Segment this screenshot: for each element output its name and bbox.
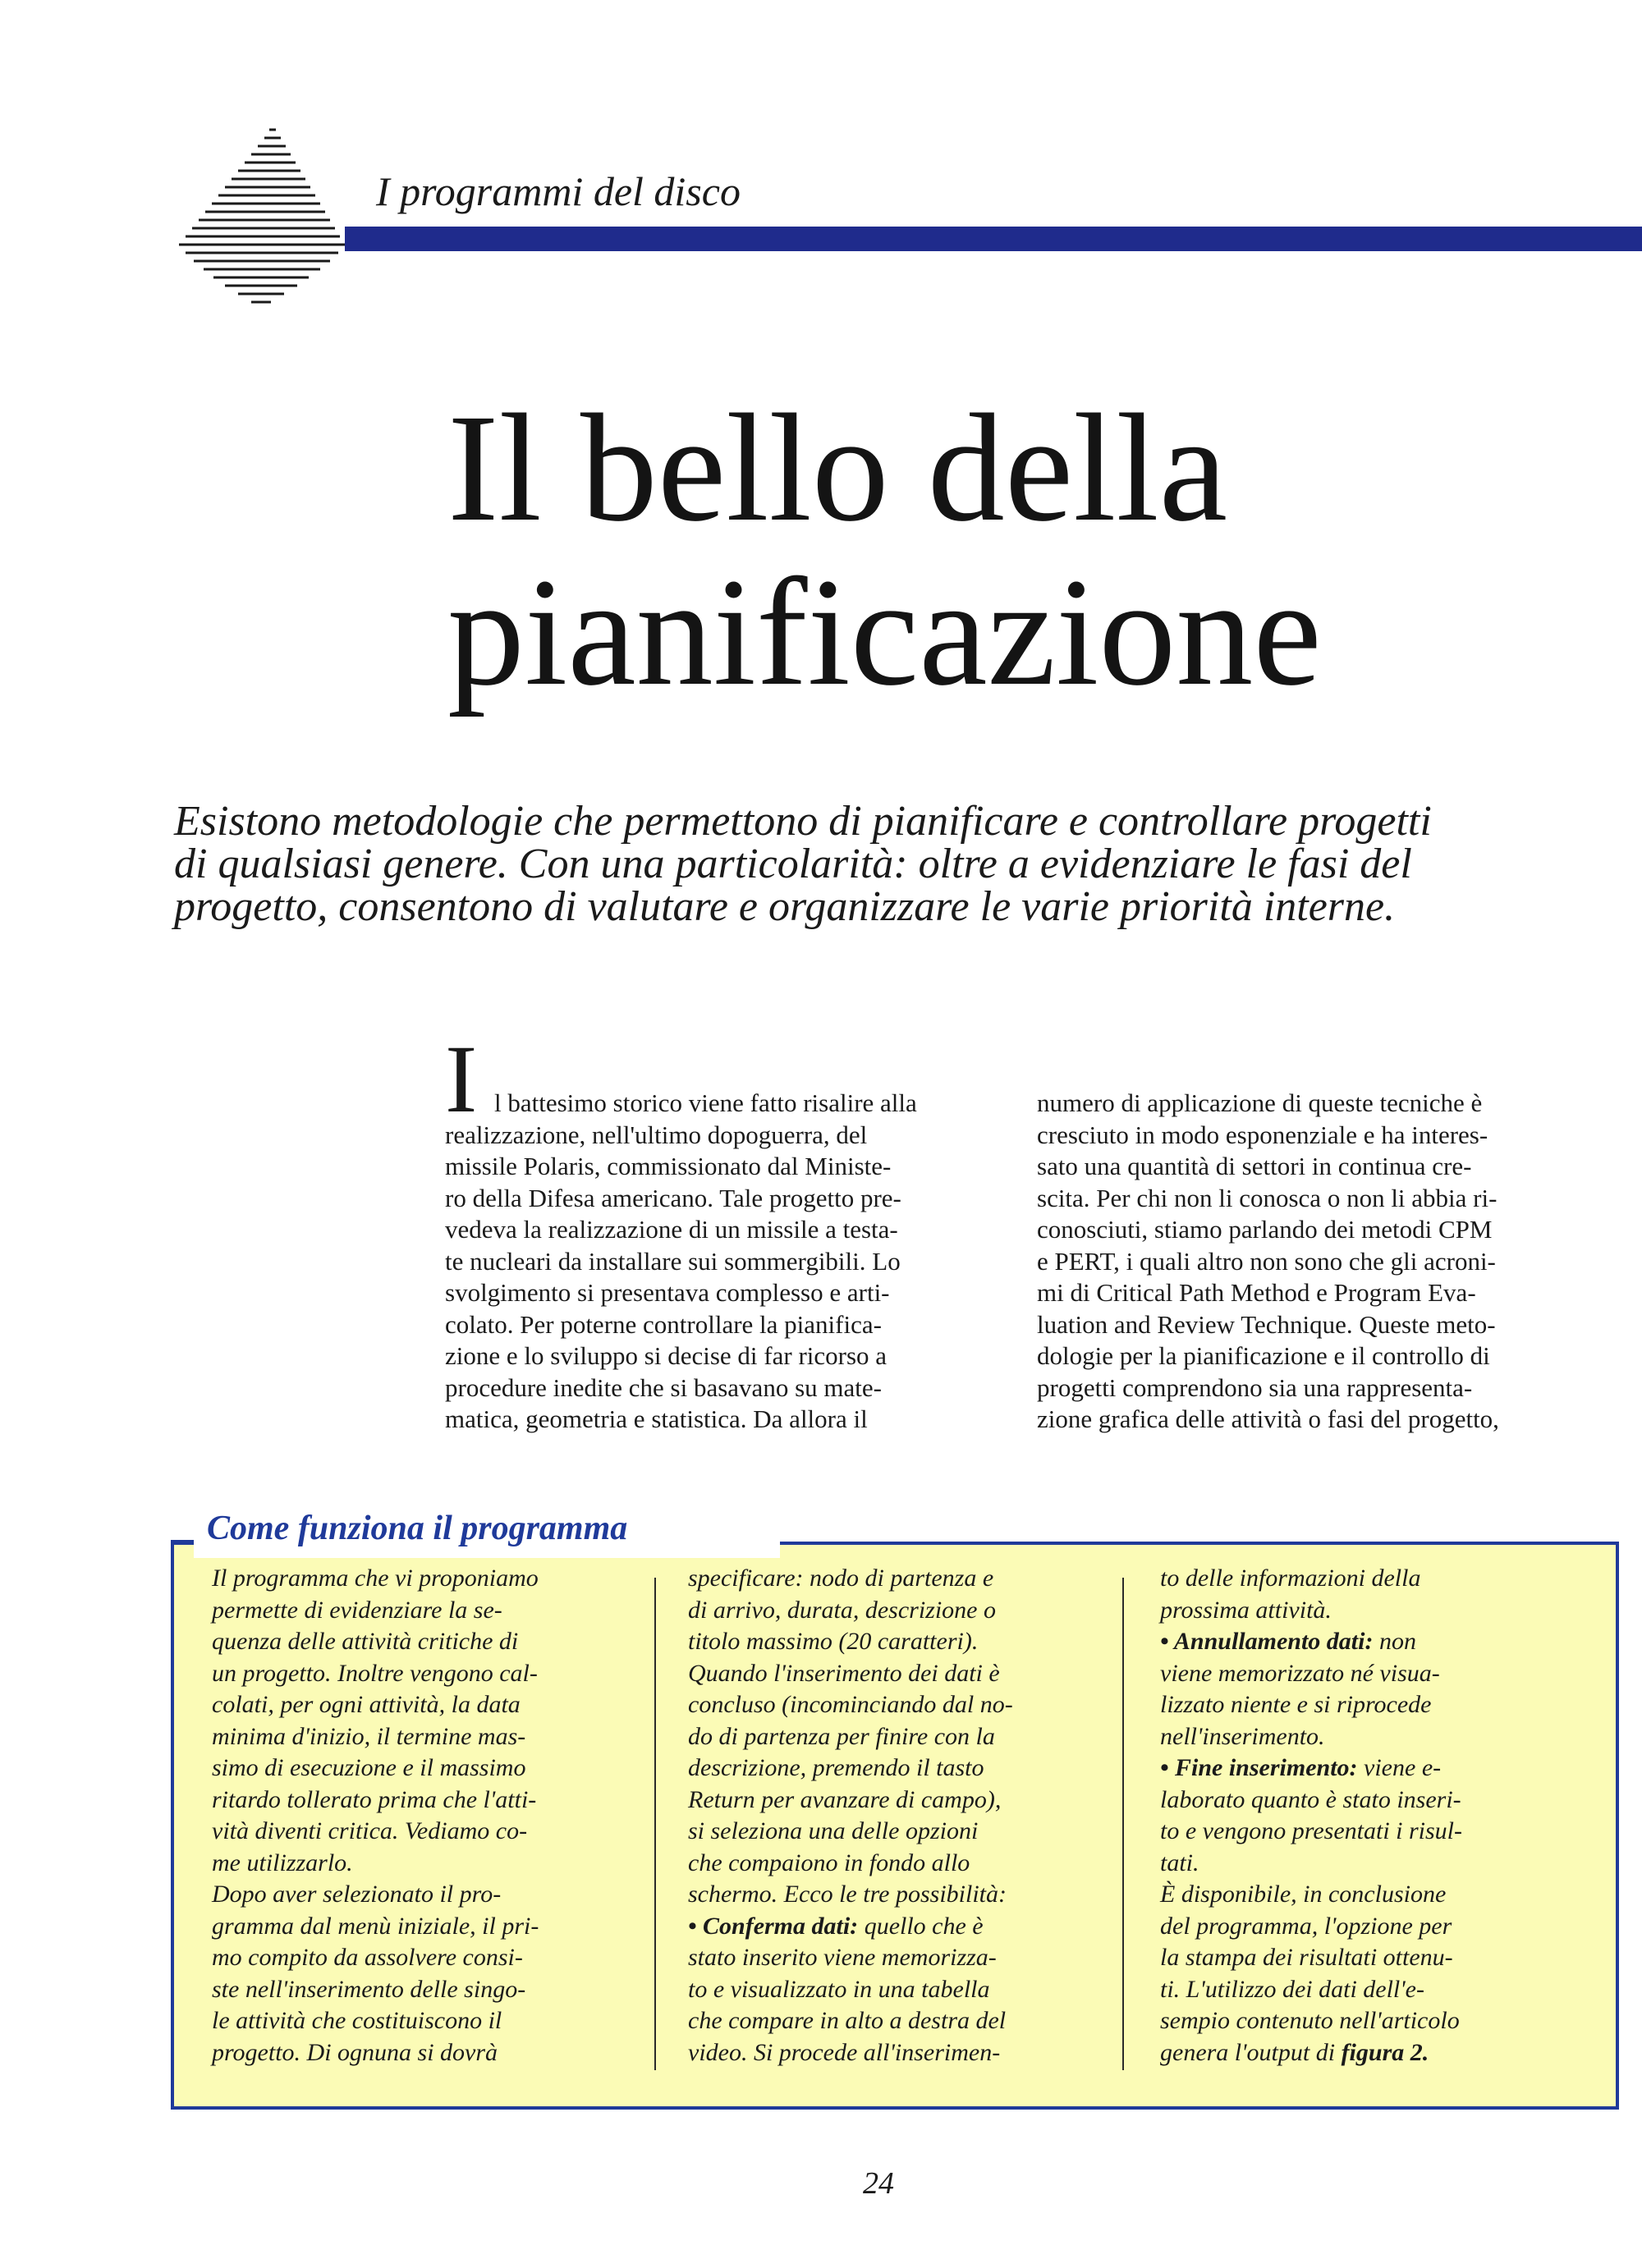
sidebar-line: un progetto. Inoltre vengono cal-	[212, 1659, 538, 1687]
sidebar-line: di arrivo, durata, descrizione o	[688, 1596, 996, 1624]
sidebar-line: minima d'inizio, il termine mas-	[212, 1722, 526, 1750]
sidebar-last-text: genera l'output di	[1160, 2038, 1342, 2066]
sidebar-column-1	[212, 1563, 622, 2069]
sidebar-column-divider	[654, 1578, 656, 2070]
section-label: I programmi del disco	[376, 168, 741, 214]
article-line: zione grafica delle attività o fasi del progetto,	[1037, 1404, 1499, 1433]
sidebar-column-divider	[1122, 1578, 1124, 2070]
sidebar-line: video. Si procede all'inserimen-	[688, 2038, 1001, 2066]
sidebar-line: del programma, l'opzione per	[1160, 1912, 1452, 1940]
sidebar-line: tati.	[1160, 1849, 1199, 1876]
sidebar-line: ste nell'inserimento delle singo-	[212, 1975, 526, 2003]
figure-reference: figura 2.	[1341, 2038, 1429, 2066]
article-line: cresciuto in modo esponenziale e ha interes-	[1037, 1120, 1488, 1149]
article-line: numero di applicazione di queste tecniche è	[1037, 1088, 1483, 1117]
bullet-text: quello che è	[858, 1912, 984, 1940]
sidebar-line: colati, per ogni attività, la data	[212, 1691, 521, 1718]
sidebar-line: me utilizzarlo.	[212, 1849, 353, 1876]
article-line: te nucleari da installare sui sommergibili. Lo	[445, 1246, 901, 1276]
article-line: svolgimento si presentava complesso e arti-	[445, 1278, 890, 1307]
sidebar-line: prossima attività.	[1160, 1596, 1332, 1624]
sidebar-line: to e vengono presentati i risul-	[1160, 1817, 1462, 1844]
sidebar-line: do di partenza per finire con la	[688, 1722, 995, 1750]
article-line: zione e lo sviluppo si decise di far ricorso a	[445, 1341, 888, 1370]
page-number: 24	[863, 2166, 894, 2201]
sidebar-line: Dopo aver selezionato il pro-	[212, 1881, 502, 1908]
sidebar-line: laborato quanto è stato inseri-	[1160, 1785, 1461, 1813]
sidebar-line: nell'inserimento.	[1160, 1722, 1325, 1750]
sidebar-line: mo compito da assolvere consi-	[212, 1944, 523, 1971]
article-column-left	[445, 1088, 1003, 1436]
bullet-text: viene e-	[1357, 1754, 1442, 1781]
sidebar-line: ti. L'utilizzo dei dati dell'e-	[1160, 1975, 1424, 2003]
sidebar-line: Return per avanzare di campo),	[688, 1785, 1002, 1813]
sidebar-bullet-cancel	[1160, 1626, 1587, 1658]
bullet-label-cancel: • Annullamento dati:	[1160, 1628, 1374, 1655]
striped-pyramid-icon	[161, 123, 374, 312]
title-line-1: Il bello della	[447, 382, 1228, 553]
sidebar-line: sempio contenuto nell'articolo	[1160, 2007, 1460, 2034]
sidebar-title: Come funziona il programma	[207, 1510, 628, 1547]
lead-line-2: di qualsiasi genere. Con una particolarità: oltre a evidenziare le fasi del	[174, 841, 1412, 887]
sidebar-line: che compare in alto a destra del	[688, 2007, 1007, 2034]
sidebar-line: lizzato niente e si riprocede	[1160, 1691, 1432, 1718]
sidebar-line: to e visualizzato in una tabella	[688, 1975, 990, 2003]
bullet-text: non	[1373, 1628, 1416, 1655]
sidebar-line: si seleziona una delle opzioni	[688, 1817, 979, 1844]
drop-cap: I	[445, 1025, 478, 1133]
sidebar-line: progetto. Di ognuna si dovrà	[212, 2038, 498, 2066]
sidebar-last-line	[1160, 2037, 1587, 2069]
sidebar-line: quenza delle attività critiche di	[212, 1628, 519, 1655]
article-line: luation and Review Technique. Queste meto-	[1037, 1309, 1496, 1339]
sidebar-line: che compaiono in fondo allo	[688, 1849, 970, 1876]
article-line: mi di Critical Path Method e Program Eva-	[1037, 1278, 1476, 1307]
article-line: l battesimo storico viene fatto risalire alla	[494, 1088, 917, 1117]
sidebar-line: Quando l'inserimento dei dati è	[688, 1659, 1000, 1687]
sidebar-line: vità diventi critica. Vediamo co-	[212, 1817, 528, 1844]
sidebar-line: descrizione, premendo il tasto	[688, 1754, 984, 1781]
sidebar-line: specificare: nodo di partenza e	[688, 1565, 994, 1592]
sidebar-bullet-end	[1160, 1753, 1587, 1785]
lead-line-1: Esistono metodologie che permettono di pianificare e controllare progetti	[174, 798, 1432, 845]
article-column-right	[1037, 1088, 1612, 1436]
article-line: progetti comprendono sia una rappresenta-	[1037, 1372, 1473, 1402]
article-line: conosciuti, stiamo parlando dei metodi CPM	[1037, 1215, 1493, 1244]
article-line: e PERT, i quali altro non sono che gli acroni-	[1037, 1246, 1496, 1276]
article-line: ro della Difesa americano. Tale progetto pre-	[445, 1183, 901, 1212]
article-line: procedure inedite che si basavano su mate-	[445, 1372, 882, 1402]
sidebar-column-2	[688, 1563, 1098, 2069]
article-line: colato. Per poterne controllare la pianifica-	[445, 1309, 882, 1339]
sidebar-line: concluso (incominciando dal no-	[688, 1691, 1013, 1718]
bullet-label-confirm: • Conferma dati:	[688, 1912, 859, 1940]
article-line: sato una quantità di settori in continua cre-	[1037, 1152, 1472, 1180]
article-line: vedeva la realizzazione di un missile a testa-	[445, 1215, 898, 1244]
article-line: scita. Per chi non li conosca o non li abbia ri-	[1037, 1183, 1498, 1212]
article-line: matica, geometria e statistica. Da allora il	[445, 1404, 868, 1433]
sidebar-line: gramma dal menù iniziale, il pri-	[212, 1912, 539, 1940]
sidebar-line: titolo massimo (20 caratteri).	[688, 1628, 979, 1655]
sidebar-line: viene memorizzato né visua-	[1160, 1659, 1440, 1687]
sidebar-line: la stampa dei risultati ottenu-	[1160, 1944, 1453, 1971]
page-title	[447, 382, 1597, 717]
article-line: missile Polaris, commissionato dal Ministe-	[445, 1152, 892, 1180]
sidebar-line: ritardo tollerato prima che l'atti-	[212, 1785, 537, 1813]
title-line-2: pianificazione	[447, 546, 1322, 717]
sidebar-line: le attività che costituiscono il	[212, 2007, 502, 2034]
article-line: dologie per la pianificazione e il controllo di	[1037, 1341, 1490, 1370]
lead-line-3: progetto, consentono di valutare e organizzare le varie priorità interne.	[174, 883, 1396, 930]
header-rule	[345, 227, 1642, 251]
lead-paragraph	[174, 800, 1570, 928]
sidebar-line: to delle informazioni della	[1160, 1565, 1421, 1592]
sidebar-line: schermo. Ecco le tre possibilità:	[688, 1881, 1007, 1908]
article-line: realizzazione, nell'ultimo dopoguerra, del	[445, 1120, 868, 1149]
sidebar-line: permette di evidenziare la se-	[212, 1596, 502, 1624]
sidebar-line: simo di esecuzione e il massimo	[212, 1754, 526, 1781]
sidebar-line: stato inserito viene memorizza-	[688, 1944, 997, 1971]
sidebar-line: È disponibile, in conclusione	[1160, 1881, 1447, 1908]
bullet-label-end: • Fine inserimento:	[1160, 1754, 1358, 1781]
sidebar-line: Il programma che vi proponiamo	[212, 1565, 539, 1592]
sidebar-bullet-confirm	[688, 1911, 1098, 1943]
sidebar-column-3	[1160, 1563, 1587, 2069]
